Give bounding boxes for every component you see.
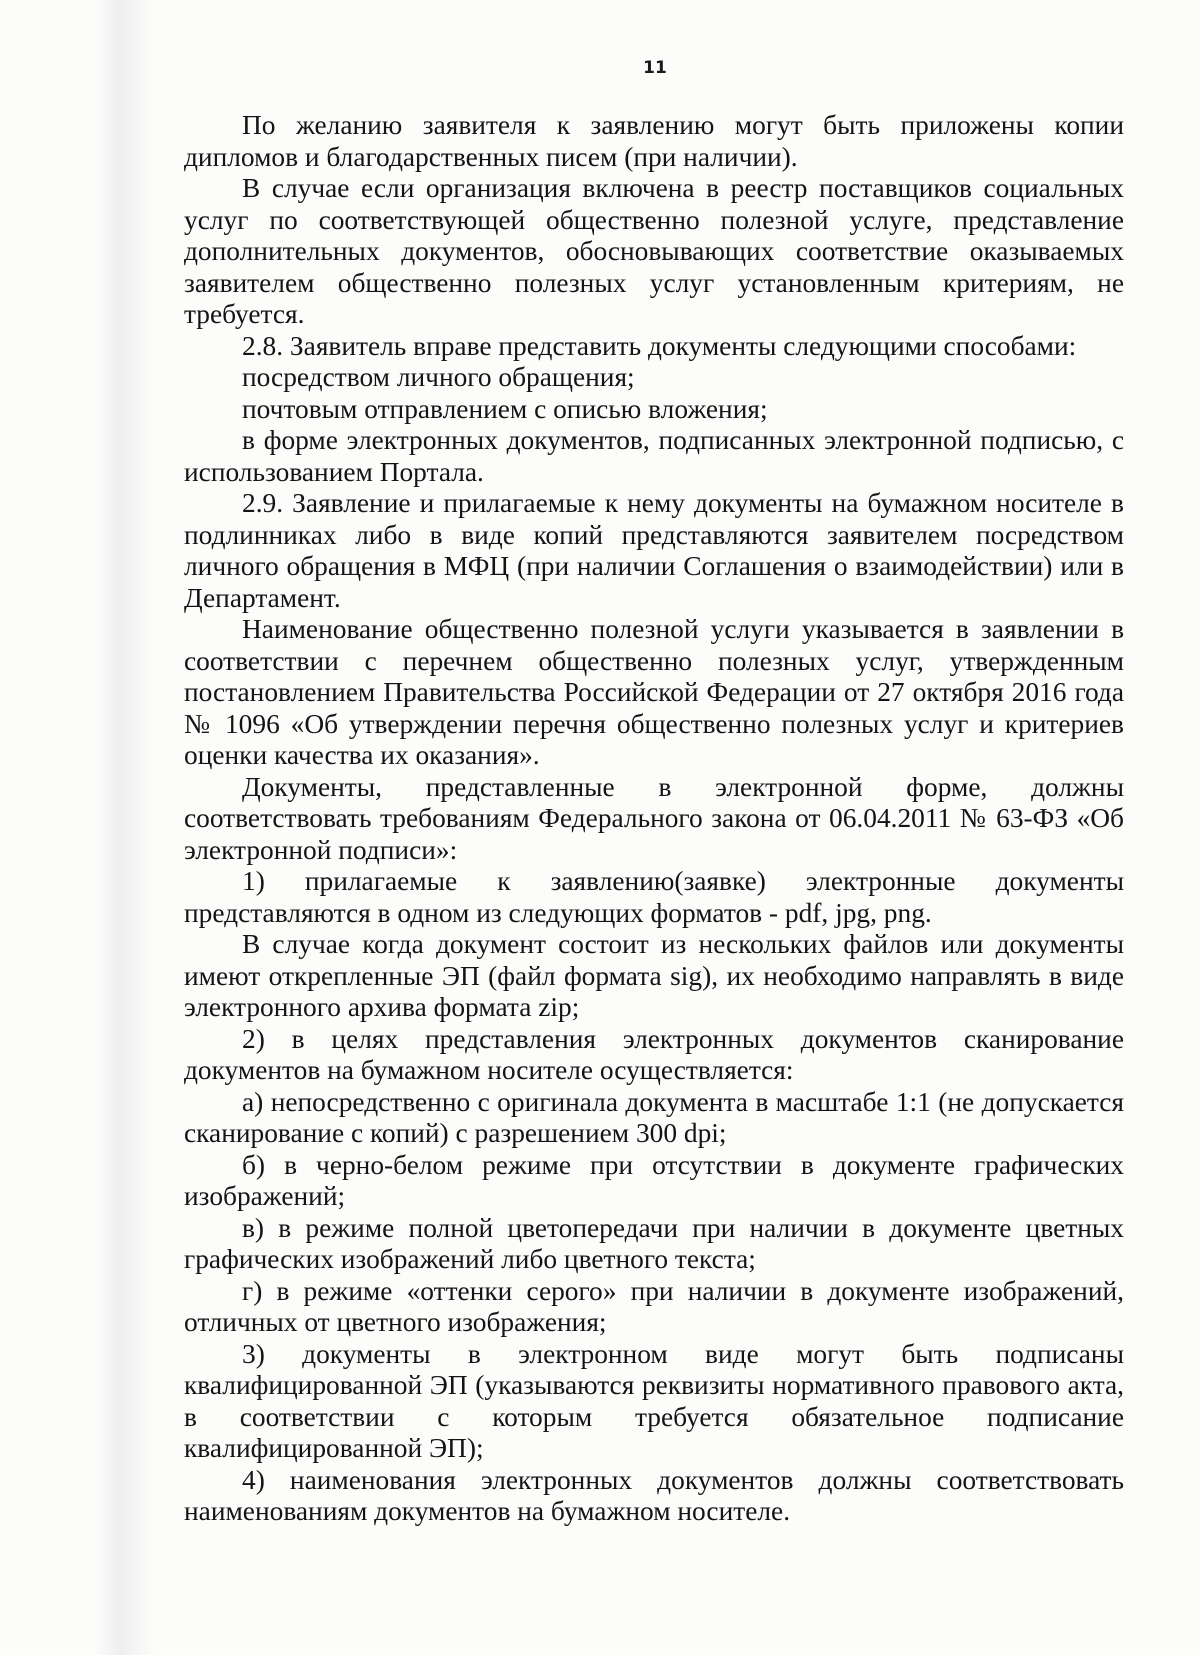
paragraph-electronic-requirements: Документы, представленные в электронной форме, должны соответствовать требованиям Федерального закона от 06.04.2011 № 63-ФЗ «Об электронной подписи»:: [184, 771, 1124, 865]
paragraph-item-2c: в) в режиме полной цветопередачи при наличии в документе цветных графических изображений либо цветного текста;: [184, 1212, 1124, 1274]
paragraph-method-electronic: в форме электронных документов, подписанных электронной подписью, с использованием Портала.: [184, 425, 1124, 487]
paragraph-item-2: 2) в целях представления электронных документов сканирование документов на бумажном носителе осуществляется:: [184, 1023, 1124, 1085]
paragraph-item-2a: а) непосредственно с оригинала документа в масштабе 1:1 (не допускается сканирование с копий) с разрешением 300 dpi;: [184, 1086, 1124, 1148]
document-body: [184, 110, 1124, 1528]
paragraph-2-8: 2.8. Заявитель вправе представить документы следующими способами:: [242, 330, 1077, 361]
paragraph-zip-archive: В случае когда документ состоит из нескольких файлов или документы имеют открепленные ЭП (файл формата sig), их необходимо направлять в виде электронного архива формата zip;: [184, 929, 1124, 1022]
paragraph-service-name: Наименование общественно полезной услуги указывается в заявлении в соответствии с перечнем общественно полезных услуг, утвержденным постановлением Правительства Российской Федерации от 27 октября 2016 года № 1096 «Об утверждении перечня общественно полезных услуг и критериев оценки качества их оказания».: [184, 614, 1124, 770]
paragraph-item-1: 1) прилагаемые к заявлению(заявке) электронные документы представляются в одном из следующих форматов - pdf, jpg, png.: [184, 866, 1124, 928]
paragraph-2-9: 2.9. Заявление и прилагаемые к нему документы на бумажном носителе в подлинниках либо в виде копий представляются заявителем посредством личного обращения в МФЦ (при наличии Соглашения о взаимодействии) или в Департамент.: [184, 488, 1124, 613]
paragraph-method-mail: почтовым отправлением с описью вложения;: [242, 393, 768, 424]
paragraph-item-2b: б) в черно-белом режиме при отсутствии в документе графических изображений;: [184, 1149, 1124, 1211]
paragraph-item-3: 3) документы в электронном виде могут быть подписаны квалифицированной ЭП (указываются реквизиты нормативного правового акта, в соответствии с которым требуется обязательное подписание квалифицированной ЭП);: [184, 1338, 1124, 1463]
paragraph-registry: В случае если организация включена в реестр поставщиков социальных услуг по соответствующей общественно полезной услуге, представление дополнительных документов, обосновывающих соответствие оказываемых заявителем общественно полезных услуг установленным критериям, не требуется.: [184, 173, 1124, 329]
scan-shadow: [96, 0, 156, 1655]
page-number: 11: [643, 58, 667, 78]
paragraph-item-4: 4) наименования электронных документов должны соответствовать наименованиям документов на бумажном носителе.: [184, 1464, 1124, 1526]
paragraph-item-2d: г) в режиме «оттенки серого» при наличии в документе изображений, отличных от цветного изображения;: [184, 1275, 1124, 1337]
paragraph-method-personal: посредством личного обращения;: [242, 362, 635, 392]
paragraph-attachments: По желанию заявителя к заявлению могут быть приложены копии дипломов и благодарственных писем (при наличии).: [184, 110, 1124, 172]
